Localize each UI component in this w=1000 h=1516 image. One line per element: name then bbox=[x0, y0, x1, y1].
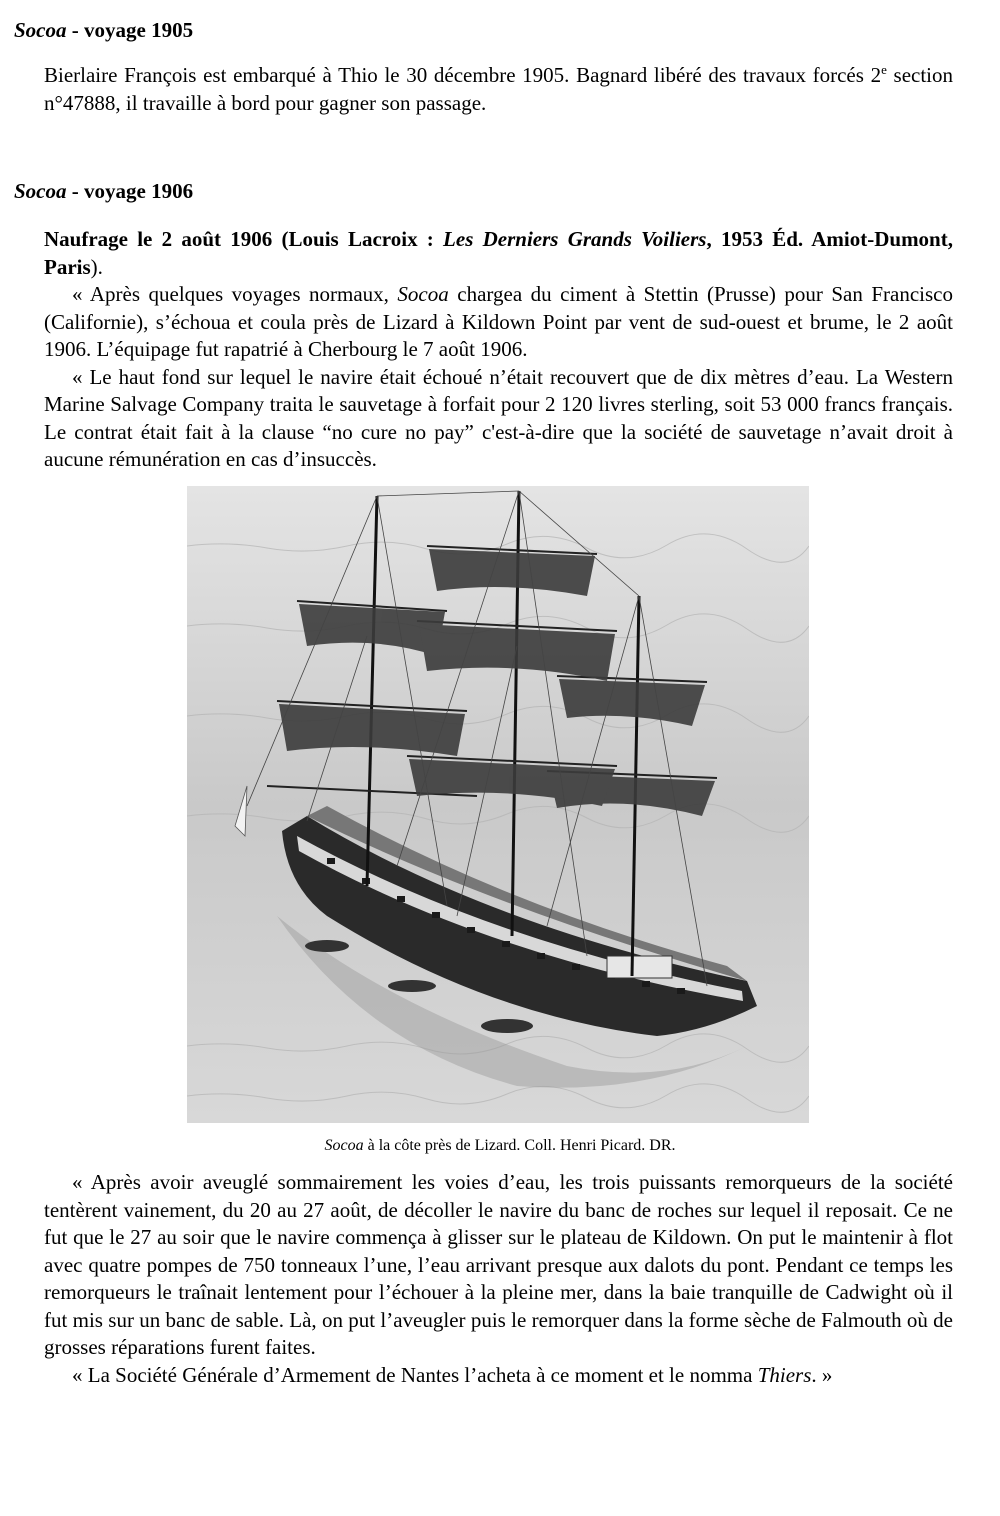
paragraph-4 bbox=[44, 1362, 953, 1390]
p1-text-a: « Après quelques voyages normaux, bbox=[72, 282, 398, 306]
lead-end: ). bbox=[90, 254, 103, 279]
paragraph-2: « Le haut fond sur lequel le navire était échoué n’était recouvert que de dix mètres d’eau. La Western Marine Salvage Company traita le sauvetage à forfait pour 2 120 livres sterling, soit 53 000 francs français. Le contrat était fait à la clause “no cure no pay” c'est-à-dire que la société de sauvetage n’avait droit à aucune rémunération en cas d’insuccès. bbox=[44, 364, 953, 471]
photo-caption bbox=[0, 1136, 1000, 1156]
paragraph-1 bbox=[44, 281, 953, 364]
heading-rest: - voyage 1906 bbox=[66, 179, 194, 203]
superscript: e bbox=[881, 62, 887, 77]
ship-name: Socoa bbox=[14, 18, 67, 42]
lead-bold-2: , 1953 Éd. Amiot-Dumont, Paris bbox=[44, 227, 953, 279]
paragraph-1905 bbox=[44, 62, 953, 117]
para-1905-text-b: section n°47888, il travaille à bord pour gagner son passage. bbox=[44, 63, 953, 115]
article-1906-bottom bbox=[44, 1169, 953, 1389]
p1-ship-name: Socoa bbox=[397, 282, 449, 306]
sailing-ship-illustration bbox=[187, 486, 809, 1123]
para-1905-text-a: Bierlaire François est embarqué à Thio le 30 décembre 1905. Bagnard libéré des travaux forcés 2 bbox=[44, 63, 882, 87]
lead-paragraph bbox=[44, 226, 953, 281]
lead-bold-1: Naufrage le 2 août 1906 (Louis Lacroix : bbox=[44, 227, 444, 251]
article-1906-top bbox=[44, 226, 953, 474]
p4-text-a: « La Société Générale d’Armement de Nantes l’acheta à ce moment et le nomma bbox=[72, 1362, 758, 1387]
paragraph-3: « Après avoir aveuglé sommairement les voies d’eau, les trois puissants remorqueurs de la société tentèrent vainement, du 20 au 27 août, de décoller le navire du banc de roches sur lequel il reposait. Ce ne fut que le 27 au soir que le navire commença à glisser sur le plateau de Kildown. On put le maintenir à flot avec quatre pompes de 750 tonneaux l’une, l’eau arrivant presque aux dalots du pont. Pendant ce temps les remorqueurs le traînait lentement pour l’échouer à la pleine mer, dans la baie tranquille de Cadwight où il fut mis sur un banc de sable. Là, on put l’aveugler puis le remorquer dans la forme sèche de Falmouth où de grosses réparations furent faites. bbox=[44, 1170, 953, 1359]
heading-voyage-1905 bbox=[14, 17, 193, 45]
caption-ship-name: Socoa bbox=[324, 1137, 364, 1154]
heading-rest: - voyage 1905 bbox=[66, 18, 194, 42]
p4-new-name: Thiers bbox=[757, 1362, 812, 1387]
ship-photo bbox=[187, 486, 809, 1123]
book-title: Les Derniers Grands Voiliers bbox=[443, 227, 707, 251]
p1-text-b: chargea du ciment à Stettin (Prusse) pour San Francisco (Californie), s’échoua et coula près de Lizard à Kildown Point par vent de sud-ouest et brume, le 2 août 1906. L’équipage fut rapatrié à Cherbourg le 7 août 1906. bbox=[44, 282, 953, 361]
p4-text-b: . » bbox=[811, 1362, 833, 1387]
caption-text: à la côte près de Lizard. Coll. Henri Picard. DR. bbox=[363, 1137, 676, 1154]
ship-name: Socoa bbox=[14, 179, 67, 203]
heading-voyage-1906 bbox=[14, 178, 193, 206]
